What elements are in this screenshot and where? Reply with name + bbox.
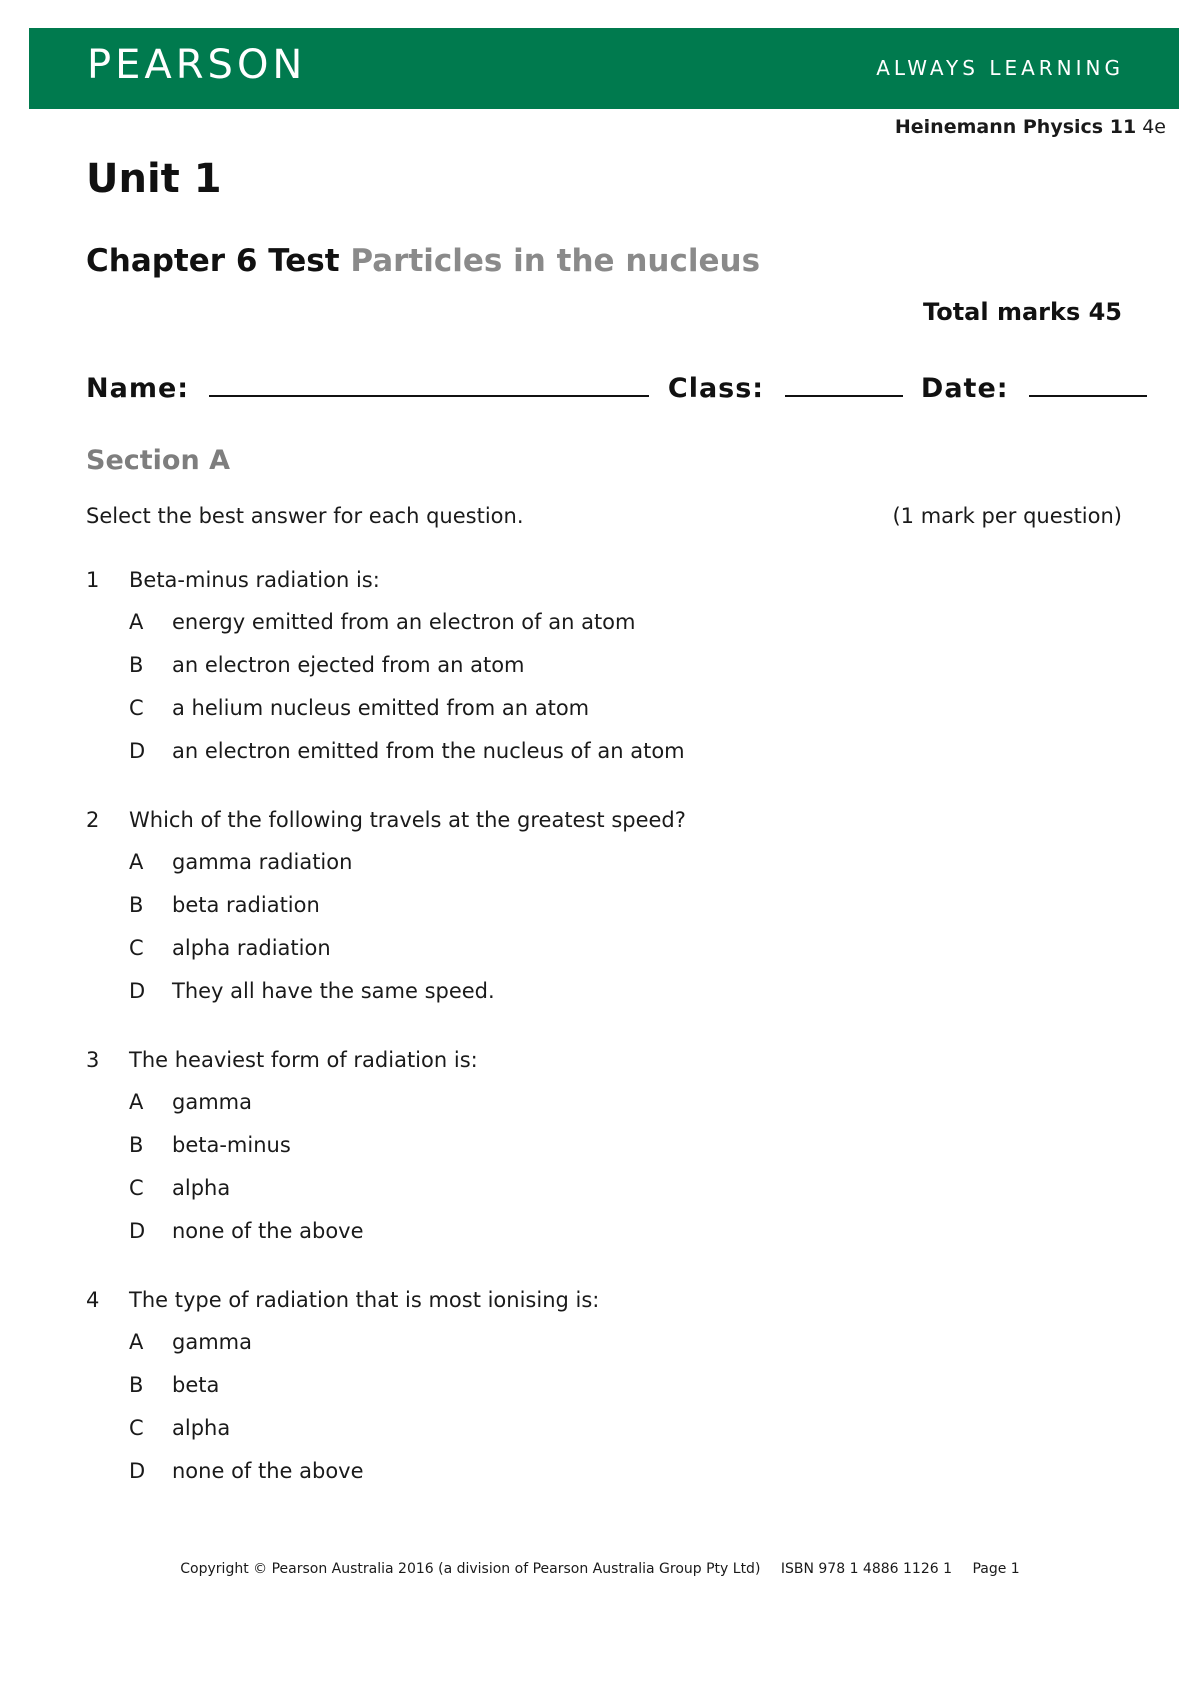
option-letter: B — [129, 653, 144, 677]
unit-heading: Unit 1 — [86, 156, 222, 202]
instruction-text: Select the best answer for each question. — [86, 504, 524, 528]
option-text: gamma — [172, 1090, 252, 1114]
chapter-subtitle: Particles in the nucleus — [350, 243, 761, 279]
option-letter: C — [129, 696, 144, 720]
option-letter: C — [129, 936, 144, 960]
question-text: The heaviest form of radiation is: — [129, 1048, 478, 1072]
date-field[interactable] — [1029, 373, 1147, 397]
option-text: beta-minus — [172, 1133, 291, 1157]
question-text: Beta-minus radiation is: — [129, 568, 380, 592]
date-label: Date: — [920, 373, 1009, 404]
brand-logo: PEARSON — [87, 42, 307, 88]
option-text: alpha — [172, 1416, 231, 1440]
question-number: 4 — [86, 1288, 100, 1312]
question-number: 1 — [86, 568, 100, 592]
option-letter: D — [129, 979, 146, 1003]
chapter-heading — [86, 243, 760, 279]
marks-note: (1 mark per question) — [892, 504, 1122, 528]
option-text: gamma — [172, 1330, 252, 1354]
option-letter: B — [129, 893, 144, 917]
option-text: none of the above — [172, 1459, 364, 1483]
chapter-label: Chapter 6 Test — [86, 243, 340, 279]
name-label: Name: — [86, 373, 190, 404]
option-letter: C — [129, 1176, 144, 1200]
option-letter: D — [129, 739, 146, 763]
tagline: ALWAYS LEARNING — [876, 56, 1124, 80]
option-text: energy emitted from an electron of an atom — [172, 610, 636, 634]
option-text: alpha — [172, 1176, 231, 1200]
option-letter: A — [129, 610, 144, 634]
question-text: The type of radiation that is most ionising is: — [129, 1288, 600, 1312]
option-text: a helium nucleus emitted from an atom — [172, 696, 590, 720]
book-name: Heinemann Physics 11 — [894, 116, 1137, 138]
option-letter: B — [129, 1133, 144, 1157]
option-text: alpha radiation — [172, 936, 331, 960]
option-text: They all have the same speed. — [172, 979, 495, 1003]
option-text: beta radiation — [172, 893, 320, 917]
book-edition: 4e — [1142, 116, 1166, 138]
option-letter: A — [129, 850, 144, 874]
name-field[interactable] — [209, 373, 649, 397]
book-title — [895, 116, 1166, 138]
total-marks: Total marks 45 — [923, 298, 1122, 326]
class-field[interactable] — [785, 373, 903, 397]
option-text: gamma radiation — [172, 850, 353, 874]
copyright-text: Copyright © Pearson Australia 2016 (a division of Pearson Australia Group Pty Ltd) — [180, 1561, 761, 1577]
question-number: 2 — [86, 808, 100, 832]
page-footer — [0, 1561, 1200, 1577]
option-text: beta — [172, 1373, 220, 1397]
header-banner — [29, 28, 1179, 109]
option-text: none of the above — [172, 1219, 364, 1243]
option-letter: B — [129, 1373, 144, 1397]
option-letter: A — [129, 1090, 144, 1114]
section-heading: Section A — [86, 445, 230, 476]
option-letter: D — [129, 1219, 146, 1243]
class-label: Class: — [667, 373, 765, 404]
option-letter: D — [129, 1459, 146, 1483]
option-letter: A — [129, 1330, 144, 1354]
student-details-row — [86, 373, 1155, 404]
question-text: Which of the following travels at the greatest speed? — [129, 808, 686, 832]
option-text: an electron ejected from an atom — [172, 653, 525, 677]
page-number: Page 1 — [972, 1561, 1020, 1577]
isbn-text: ISBN 978 1 4886 1126 1 — [780, 1561, 952, 1577]
option-letter: C — [129, 1416, 144, 1440]
option-text: an electron emitted from the nucleus of an atom — [172, 739, 685, 763]
question-number: 3 — [86, 1048, 100, 1072]
